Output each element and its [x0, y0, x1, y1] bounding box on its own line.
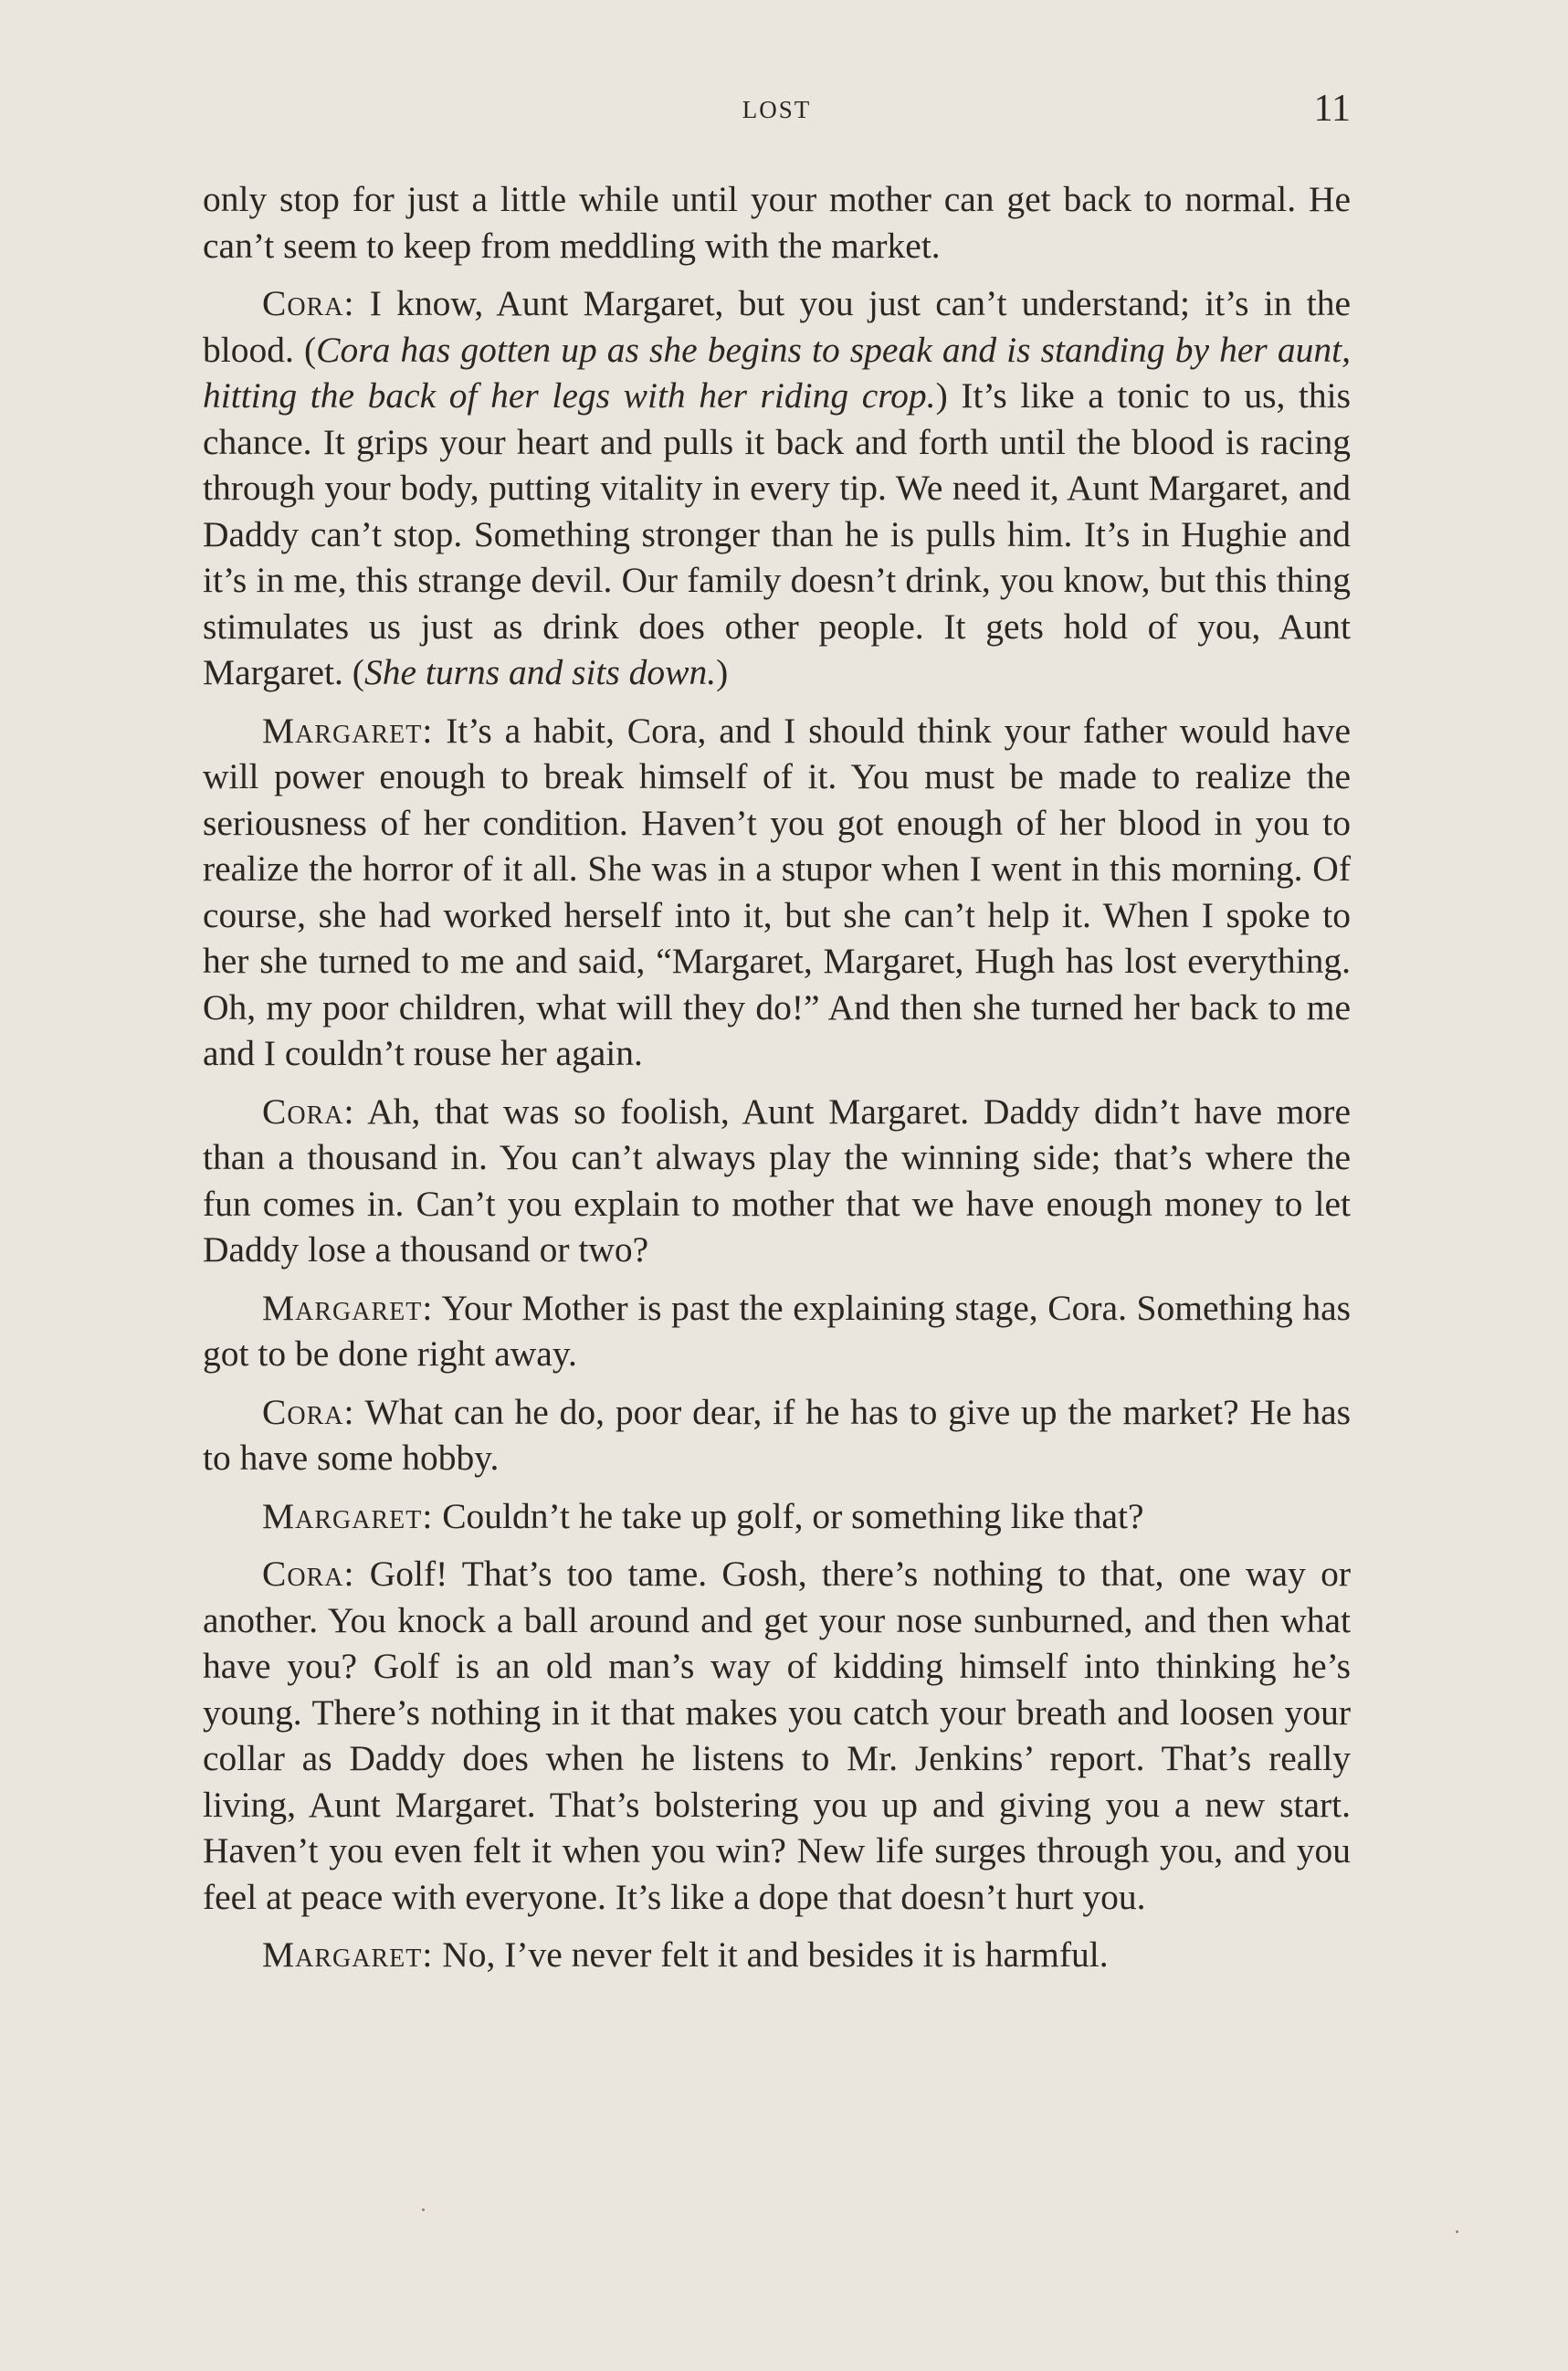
stage-direction: Cora has gotten up as she begins to speak and is standing by her aunt, hitting the back of her legs with her riding crop. — [203, 329, 1351, 416]
dialogue-paragraph — [203, 1551, 1351, 1920]
speaker-name: Cora: — [262, 1391, 355, 1432]
speaker-name: Margaret: — [262, 1287, 434, 1328]
book-page — [203, 87, 1351, 1990]
dialogue-paragraph — [203, 1932, 1351, 1978]
body-text — [203, 176, 1351, 1978]
speaker-name: Cora: — [262, 1554, 355, 1594]
dialogue-text: I know, Aunt Margaret, but you just can’t understand; it’s in the blood. ( — [203, 283, 1351, 370]
paper-speck — [422, 2208, 425, 2211]
page-header — [203, 87, 1351, 142]
speaker-name: Cora: — [262, 283, 355, 323]
paper-speck — [1456, 2230, 1458, 2233]
speaker-name: Margaret: — [262, 1495, 434, 1536]
stage-direction: She turns and sits down. — [363, 652, 717, 692]
speaker-name: Margaret: — [262, 710, 434, 751]
dialogue-text: Golf! That’s too tame. Gosh, there’s nothing to that, one way or another. You knock a ball around and get your nose sunburned, and then what have you? Golf is an old man’s way of kidding himself into thinking he’s young. There’s nothing in it that makes you catch your breath and loosen your collar as Daddy does when he listens to Mr. Jenkins’ report. That’s really living, Aunt Margaret. That’s bolstering you up and giving you a new start. Haven’t you even felt it when you win? New life surges through you, and you feel at peace with everyone. It’s like a dope that doesn’t hurt you. — [203, 1554, 1351, 1917]
speaker-name: Cora: — [262, 1091, 355, 1132]
dialogue-text: It’s a habit, Cora, and I should think your father would have will power enough to break himself of it. You must be made to realize the seriousness of her condition. Haven’t you got enough of her blood in you to realize the horror of it all. She was in a stupor when I went in this morning. Of course, she had worked herself into it, but she can’t help it. When I spoke to her she turned to me and said, “Margaret, Margaret, Hugh has lost everything. Oh, my poor children, what will they do!” And then she turned her back to me and I couldn’t rouse her again. — [203, 710, 1351, 1073]
speaker-name: Margaret: — [262, 1934, 434, 1975]
dialogue-text: What can he do, poor dear, if he has to give up the market? He has to have some hobby. — [203, 1391, 1351, 1478]
dialogue-paragraph — [203, 280, 1351, 696]
dialogue-paragraph — [203, 1389, 1351, 1481]
dialogue-text: No, I’ve never felt it and besides it is harmful. — [433, 1934, 1109, 1975]
running-title: LOST — [742, 96, 812, 123]
dialogue-paragraph — [203, 1285, 1351, 1377]
page-number: 11 — [1313, 88, 1351, 130]
dialogue-text: Couldn’t he take up golf, or something like that? — [433, 1495, 1144, 1536]
dialogue-text: ) It’s like a tonic to us, this chance. It grips your heart and pulls it back and forth until the blood is racing through your body, putting vitality in every tip. We need it, Aunt Margaret, and Daddy can’t stop. Something stronger than he is pulls him. It’s in Hughie and it’s in me, this strange devil. Our family doesn’t drink, you know, but this thing stimulates us just as drink does other people. It gets hold of you, Aunt Margaret. ( — [203, 375, 1351, 692]
dialogue-paragraph — [203, 708, 1351, 1077]
dialogue-text: ) — [716, 652, 729, 692]
dialogue-paragraph — [203, 1089, 1351, 1273]
dialogue-text: Ah, that was so foolish, Aunt Margaret. Daddy didn’t have more than a thousand in. You can’t always play the winning side; that’s where the fun comes in. Can’t you explain to mother that we have enough money to let Daddy lose a thousand or two? — [203, 1091, 1351, 1270]
dialogue-paragraph — [203, 1493, 1351, 1540]
continued-paragraph — [203, 176, 1351, 269]
dialogue-text: only stop for just a little while until your mother can get back to normal. He can’t seem to keep from meddling with the market. — [203, 179, 1351, 266]
dialogue-text: Your Mother is past the explaining stage, Cora. Something has got to be done right away. — [203, 1287, 1351, 1374]
